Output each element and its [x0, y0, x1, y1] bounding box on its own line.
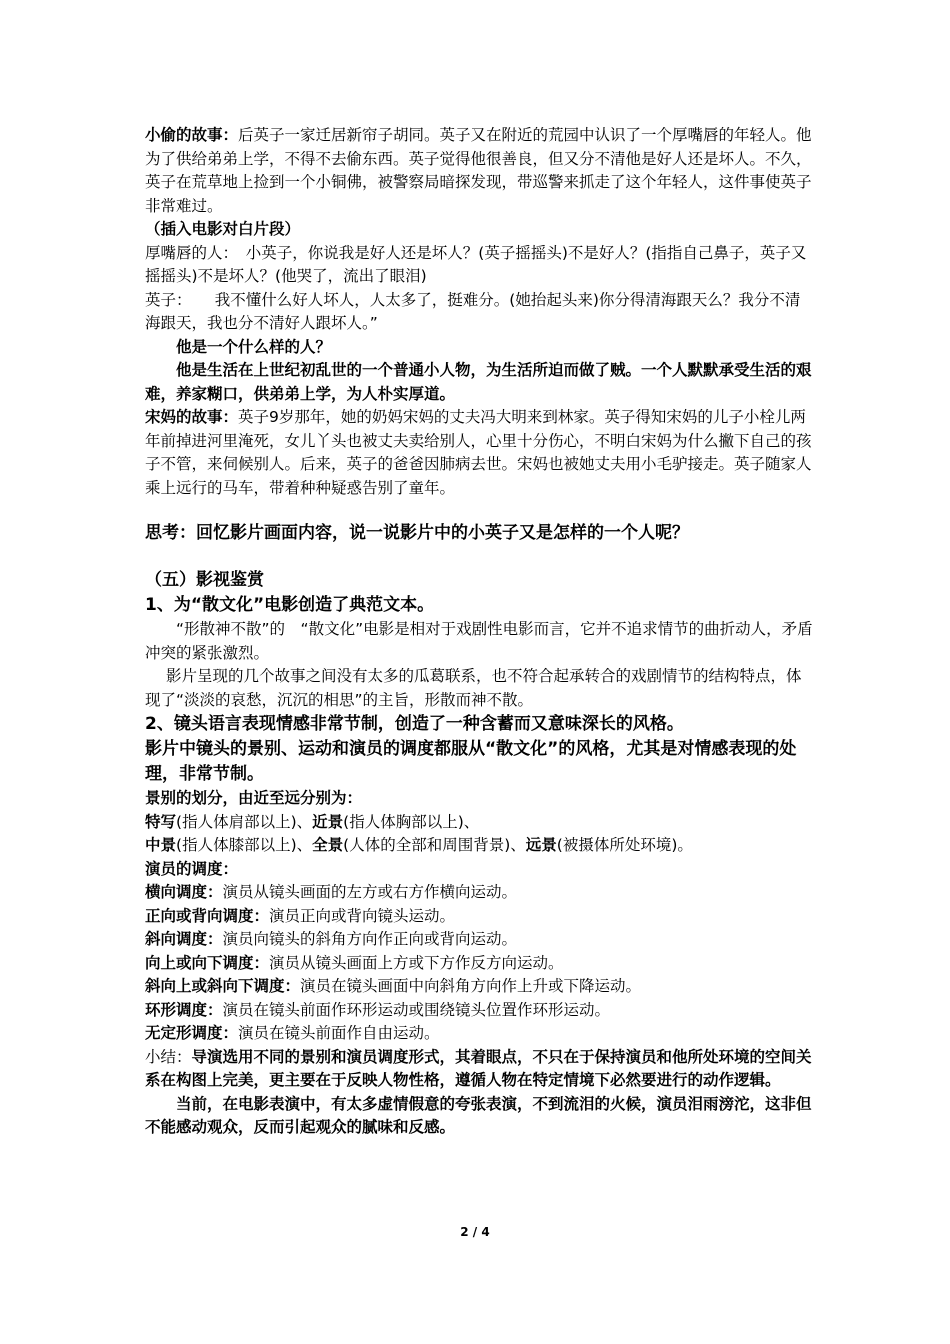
blocking-desc: 演员从镜头画面的左方或右方作横向运动。 [222, 883, 518, 901]
shot-near-desc: (指人体胸部以上)、 [343, 812, 480, 831]
summary-text: 导演选用不同的景别和演员调度形式，其着眼点，不只在于保持演员和他所处环境的空间关系在构图上完美，更主要在于反映人物性格，遵循人物在特定情境下必然要进行的动作逻辑。 [145, 1047, 812, 1089]
question-person: 他是一个什么样的人？ [176, 337, 332, 356]
dialogue-text-2: 我不懂什么好人坏人，人太多了，挺难分。(她抬起头来)你分得清海跟天么？我分不清海跟天，我也分不清好人跟坏人。” [145, 290, 801, 332]
dialogue-text-1: 小英子，你说我是好人还是坏人？(英子摇摇头)不是好人？(指指自己鼻子，英子又摇摇头)不是坏人？(他哭了，流出了眼泪) [145, 243, 807, 285]
shot-medium-desc: (指人体膝部以上)、 [176, 836, 313, 854]
blocking-desc: 演员在镜头前面作环形运动或围绕镜头位置作环形运动。 [222, 1000, 611, 1019]
thief-story-paragraph [145, 124, 815, 218]
point-1-paragraph-2: 影片呈现的几个故事之间没有太多的瓜葛联系，也不符合起承转合的戏剧情节的结构特点，体现了“淡淡的哀愁，沉沉的相思”的主旨，形散而神不散。 [145, 667, 802, 709]
dialogue-line-2 [145, 289, 815, 336]
spacer [145, 500, 815, 521]
blocking-item [145, 1022, 815, 1046]
song-ma-story-label: 宋妈的故事： [145, 408, 239, 426]
point-2-subheading: 影片中镜头的景别、运动和演员的调度都服从“散文化”的风格，尤其是对情感表现的处理，非常节制。 [145, 739, 797, 784]
point-1-paragraph-1: “形散神不散”的 “散文化”电影是相对于戏剧性电影而言，它并不追求情节的曲折动人，矛盾冲突的紧张激烈。 [145, 620, 813, 662]
blocking-term: 无定形调度： [145, 1024, 239, 1042]
spacer [145, 546, 815, 568]
document-body [145, 124, 815, 1140]
blocking-item [145, 905, 815, 929]
blocking-desc: 演员正向或背向镜头运动。 [269, 906, 456, 925]
blocking-item [145, 999, 815, 1023]
point-1-heading: 1、为“散文化”电影创造了典范文本。 [145, 595, 435, 615]
blocking-item [145, 975, 815, 999]
answer-person: 他是生活在上世纪初乱世的一个普通小人物，为生活所迫而做了贼。一个人默默承受生活的艰难，养家糊口，供弟弟上学，为人朴实厚道。 [145, 361, 812, 403]
shot-long-desc: (被摄体所处环境)。 [556, 836, 693, 854]
song-ma-story-paragraph [145, 406, 815, 500]
blocking-term: 斜向调度： [145, 930, 223, 948]
shot-long-term: 远景 [525, 836, 557, 854]
page-number: 2 / 4 [460, 1225, 490, 1239]
blocking-desc: 演员在镜头前面作自由运动。 [238, 1024, 440, 1042]
blocking-term: 正向或背向调度： [145, 906, 270, 925]
blocking-desc: 演员在镜头画面中向斜角方向作上升或下降运动。 [300, 977, 642, 995]
shot-near-term: 近景 [312, 812, 344, 831]
point-2-heading: 2、镜头语言表现情感非常节制，创造了一种含蓄而又意味深长的风格。 [145, 714, 684, 734]
thief-story-label: 小偷的故事： [145, 126, 239, 144]
summary-label: 小结： [145, 1047, 192, 1066]
insert-clip-note: （插入电影对白片段） [145, 220, 301, 238]
dialogue-speaker-1: 厚嘴唇的人： [145, 243, 231, 262]
blocking-desc: 演员向镜头的斜角方向作正向或背向运动。 [222, 930, 518, 948]
song-ma-story-text: 英子9岁那年，她的奶妈宋妈的丈夫冯大明来到林家。英子得知宋妈的儿子小栓儿两年前掉进河里淹死，女儿丫头也被丈夫卖给别人，心里十分伤心，不明白宋妈为什么撇下自己的孩子不管，来伺候别人。后来，英子的爸爸因肺病去世。宋妈也被她丈夫用小毛驴接走。英子随家人乘上远行的马车，带着种种疑惑告别了童年。 [145, 408, 812, 497]
shot-medium-term: 中景 [145, 836, 177, 854]
dialogue-speaker-2: 英子： [145, 290, 184, 309]
shot-full-term: 全景 [312, 836, 344, 854]
current-paragraph: 当前，在电影表演中，有太多虚情假意的夸张表演，不到流泪的火候，演员泪雨滂沱，这非但不能感动观众，反而引起观众的腻味和反感。 [145, 1094, 812, 1136]
shot-closeup-desc: (指人体肩部以上)、 [176, 812, 313, 831]
blocking-desc: 演员从镜头画面上方或下方作反方向运动。 [269, 953, 564, 972]
shot-closeup-term: 特写 [145, 812, 177, 831]
shots-line-2 [145, 834, 815, 858]
shots-title: 景别的划分，由近至远分别为： [145, 789, 363, 807]
dialogue-line-1 [145, 242, 815, 289]
summary-paragraph [145, 1046, 815, 1093]
shots-line-1 [145, 811, 815, 835]
blocking-title: 演员的调度： [145, 859, 239, 878]
blocking-term: 斜向上或斜向下调度： [145, 977, 301, 995]
blocking-term: 向上或向下调度： [145, 953, 270, 972]
blocking-term: 环形调度： [145, 1000, 223, 1019]
blocking-item [145, 952, 815, 976]
blocking-item [145, 881, 815, 905]
blocking-item [145, 928, 815, 952]
section-heading-5: （五）影视鉴赏 [145, 570, 264, 590]
thief-story-text: 后英子一家迁居新帘子胡同。英子又在附近的荒园中认识了一个厚嘴唇的年轻人。他为了供给弟弟上学，不得不去偷东西。英子觉得他很善良，但又分不清他是好人还是坏人。不久，英子在荒草地上捡到一个小铜佛，被警察局暗探发现，带巡警来抓走了这个年轻人，这件事使英子非常难过。 [145, 126, 812, 215]
shot-full-desc: (人体的全部和周围背景)、 [343, 836, 526, 854]
think-question: 思考：回忆影片画面内容，说一说影片中的小英子又是怎样的一个人呢？ [145, 523, 689, 543]
blocking-term: 横向调度： [145, 883, 223, 901]
